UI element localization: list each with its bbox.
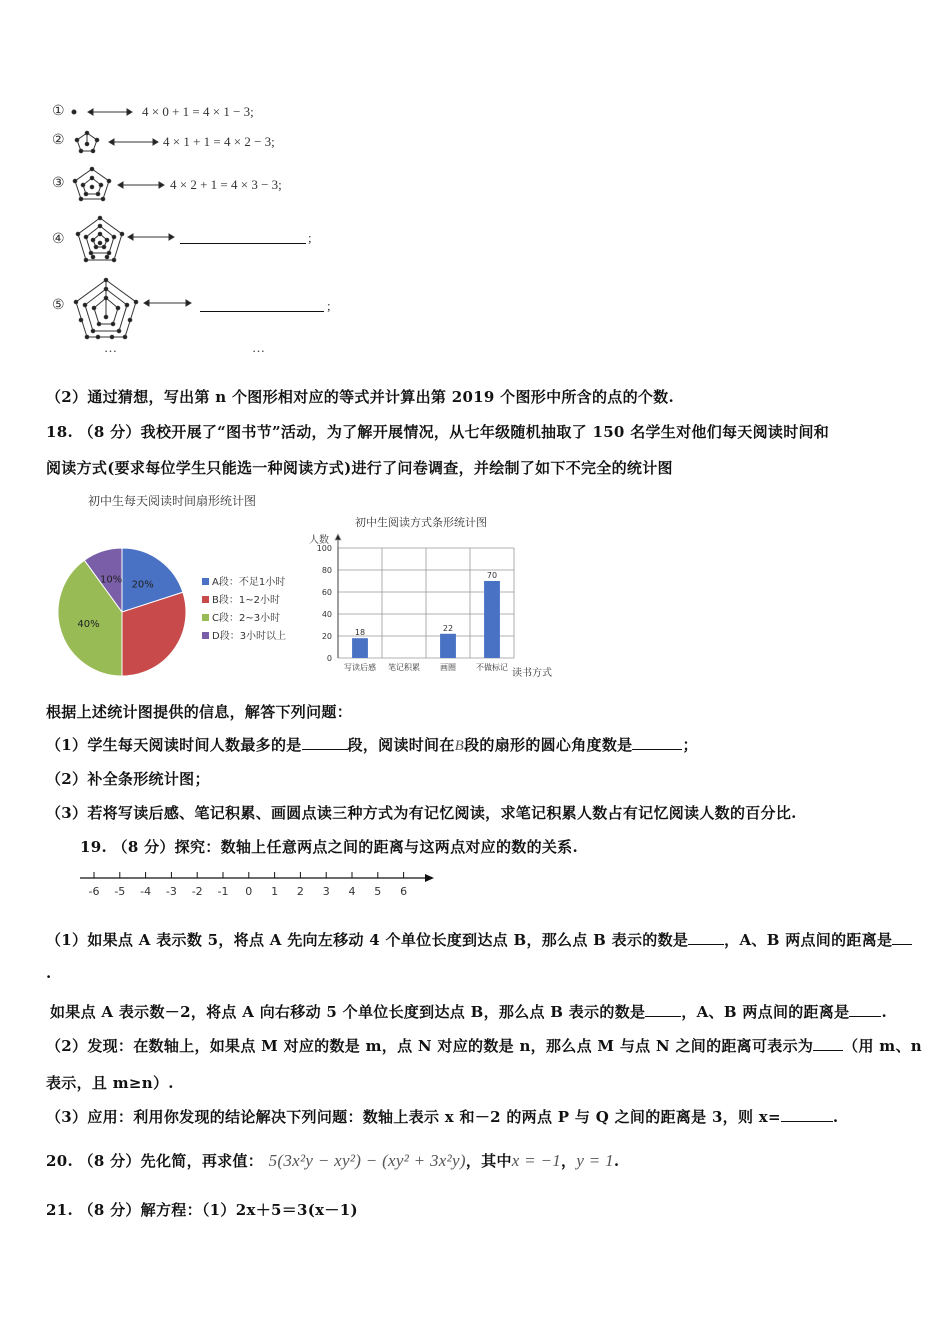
number-line-label: 3 <box>322 885 330 898</box>
pie-chart <box>50 540 310 685</box>
blank-most-segment[interactable] <box>302 735 348 750</box>
q19-p3-text-a: （3）应用：利用你发现的结论解决下列问题：数轴上表示 x 和－2 的两点 P 与 Q 之间的距离是 3，则 x= <box>46 1108 781 1126</box>
q19-p1-text-b: ，A、B 两点间的距离是 <box>724 931 893 949</box>
bar-value-label: 70 <box>486 571 498 580</box>
legend-label: C段：2~3小时 <box>212 613 281 624</box>
q19-part1-line1 <box>46 929 912 950</box>
pentagon-figure-3 <box>75 169 109 199</box>
y-tick-label: 20 <box>321 632 332 641</box>
number-line-label: 5 <box>374 885 382 898</box>
q18-part2: （2）补全条形统计图； <box>46 770 210 788</box>
q19-part2-line1 <box>46 1035 922 1056</box>
semicolon-row-4: ; <box>308 230 312 245</box>
blank-point-b-value[interactable] <box>688 930 724 945</box>
number-line-label: -4 <box>140 885 152 898</box>
bar-3 <box>440 634 456 658</box>
q20 <box>46 1150 619 1171</box>
arrow-right-icon <box>425 874 434 882</box>
answer-blank-row-4[interactable] <box>180 229 306 244</box>
number-line-label: 2 <box>296 885 304 898</box>
number-line-label: -2 <box>191 885 203 898</box>
bar-chart-xlabel: 读书方式 <box>512 668 552 679</box>
bar-value-label: 18 <box>354 628 366 638</box>
equation-row-2: 4 × 1 + 1 = 4 × 2 − 3; <box>163 134 275 149</box>
number-line-label: 4 <box>348 885 356 898</box>
q20-text-a: 20. （8 分）先化简，再求值： <box>46 1152 264 1170</box>
semicolon-row-5: ; <box>327 298 331 313</box>
q20-x-value: x = −1 <box>511 1151 562 1170</box>
y-axis-arrow-icon <box>335 534 341 540</box>
q18-intro: 根据上述统计图提供的信息，解答下列问题： <box>46 703 353 721</box>
number-line-label: -3 <box>165 885 177 898</box>
ellipsis-right: … <box>252 340 265 355</box>
q21: 21. （8 分）解方程：（1）2x＋5＝3(x－1) <box>46 1201 358 1219</box>
q18-part3: （3）若将写读后感、笔记积累、画圆点读三种方式为有记忆阅读，求笔记积累人数占有记忆阅读人数的百分比. <box>46 804 797 822</box>
y-tick-label: 0 <box>326 654 332 663</box>
q19-p2-text-b: （用 m、n <box>843 1037 922 1055</box>
blank-ab-distance-2[interactable] <box>849 1002 881 1017</box>
q18-p1-text-a: （1）学生每天阅读时间人数最多的是 <box>46 736 302 754</box>
q18-p1-text-b: 段，阅读时间在 <box>347 736 455 754</box>
pie-slice-label: 20% <box>131 579 154 591</box>
q20-comma: ， <box>561 1152 577 1170</box>
number-line-label: -6 <box>88 885 100 898</box>
q19-part1-line2 <box>50 1001 887 1022</box>
q18-p1-text-d: ； <box>682 736 698 754</box>
legend-swatch <box>202 632 209 639</box>
category-label: 写读后感 <box>344 663 376 672</box>
q19-p1-text-c: 如果点 A 表示数－2，将点 A 向右移动 5 个单位长度到达点 B，那么点 B 表示的数是 <box>50 1003 646 1021</box>
pie-slice-label: 40% <box>77 618 100 630</box>
pie-slice-label: 10% <box>100 574 123 586</box>
q20-text-b: ，其中 <box>465 1152 512 1170</box>
equation-row-3: 4 × 2 + 1 = 4 × 3 − 3; <box>170 177 282 192</box>
blank-x-value[interactable] <box>781 1107 833 1122</box>
single-dot <box>72 110 76 114</box>
arrow-icon <box>118 182 164 188</box>
q17-part2: （2）通过猜想，写出第 n 个图形相对应的等式并计算出第 2019 个图形中所含的点的个数. <box>46 388 675 406</box>
row-2-number: ② <box>52 132 65 148</box>
row-1-number: ① <box>52 103 65 119</box>
blank-central-angle[interactable] <box>632 735 682 750</box>
bar-chart-title: 初中生阅读方式条形统计图 <box>355 516 487 529</box>
blank-point-b-value-2[interactable] <box>645 1002 681 1017</box>
q19-p3-text-b: . <box>832 1108 839 1126</box>
ellipsis-left: … <box>104 340 117 355</box>
q18-line1: 18. （8 分）我校开展了“图书节”活动，为了解开展情况，从七年级随机抽取了 150 名学生对他们每天阅读时间和 <box>46 423 830 441</box>
legend-label: A段：不足1小时 <box>212 577 286 588</box>
arrow-icon <box>128 234 174 240</box>
legend-swatch <box>202 596 209 603</box>
y-tick-label: 40 <box>321 610 332 619</box>
blank-ab-distance[interactable] <box>892 930 912 945</box>
number-line-label: 0 <box>245 885 253 898</box>
row-3-number: ③ <box>52 175 65 191</box>
var-B: B <box>454 738 465 754</box>
q18-p1-text-c: 段的扇形的圆心角度数是 <box>464 736 633 754</box>
pie-chart-title: 初中生每天阅读时间扇形统计图 <box>88 494 257 508</box>
q18-line2: 阅读方式(要求每位学生只能选一种阅读方式)进行了问卷调查，并绘制了如下不完全的统计图 <box>46 459 673 477</box>
q19-part2-line2: 表示，且 m≥n）. <box>46 1074 174 1092</box>
q19-part3 <box>46 1106 838 1127</box>
bar-chart <box>300 530 530 680</box>
equation-row-1: 4 × 0 + 1 = 4 × 1 − 3; <box>142 104 254 119</box>
category-label: 不做标记 <box>476 663 508 672</box>
bar-1 <box>352 638 368 658</box>
y-tick-label: 60 <box>321 588 332 597</box>
bar-value-label: 22 <box>442 623 454 633</box>
category-label: 画圈 <box>440 663 456 672</box>
arrow-icon <box>109 139 158 145</box>
legend-label: D段：3小时以上 <box>212 631 287 642</box>
y-tick-label: 80 <box>321 566 332 575</box>
q19-p2-text-a: （2）发现：在数轴上，如果点 M 对应的数是 m，点 N 对应的数是 n，那么点 M 与点 N 之间的距离可表示为 <box>46 1037 814 1055</box>
row-4-number: ④ <box>52 231 65 247</box>
number-line <box>76 868 446 902</box>
q18-part1 <box>46 734 698 755</box>
q19-p1-text-a: （1）如果点 A 表示数 5，将点 A 先向左移动 4 个单位长度到达点 B，那么点 B 表示的数是 <box>46 931 689 949</box>
legend-swatch <box>202 614 209 621</box>
arrow-icon <box>144 300 191 306</box>
answer-blank-row-5[interactable] <box>200 297 324 312</box>
arrow-icon <box>88 109 132 115</box>
row-5-number: ⑤ <box>52 297 65 313</box>
y-tick-label: 100 <box>316 544 332 553</box>
legend-swatch <box>202 578 209 585</box>
blank-mn-distance[interactable] <box>813 1036 843 1051</box>
legend-label: B段：1~2小时 <box>212 595 280 606</box>
q20-y-value: y = 1 <box>576 1151 614 1170</box>
bar-chart-ylabel: 人数 <box>309 535 329 546</box>
number-line-label: 6 <box>400 885 408 898</box>
number-line-label: 1 <box>271 885 279 898</box>
q19-p1-dot: . <box>46 964 52 982</box>
q20-expression: 5(3x²y − xy²) − (xy² + 3x²y) <box>268 1151 466 1170</box>
q19-p1-text-e: . <box>881 1003 887 1021</box>
number-line-label: -5 <box>114 885 126 898</box>
category-label: 笔记积累 <box>388 663 420 672</box>
q19-p1-text-d: ，A、B 两点间的距离是 <box>681 1003 850 1021</box>
bar-4 <box>484 581 500 658</box>
number-line-label: -1 <box>217 885 229 898</box>
q20-end: . <box>613 1152 620 1170</box>
q19-title: 19. （8 分）探究：数轴上任意两点之间的距离与这两点对应的数的关系. <box>80 838 579 856</box>
